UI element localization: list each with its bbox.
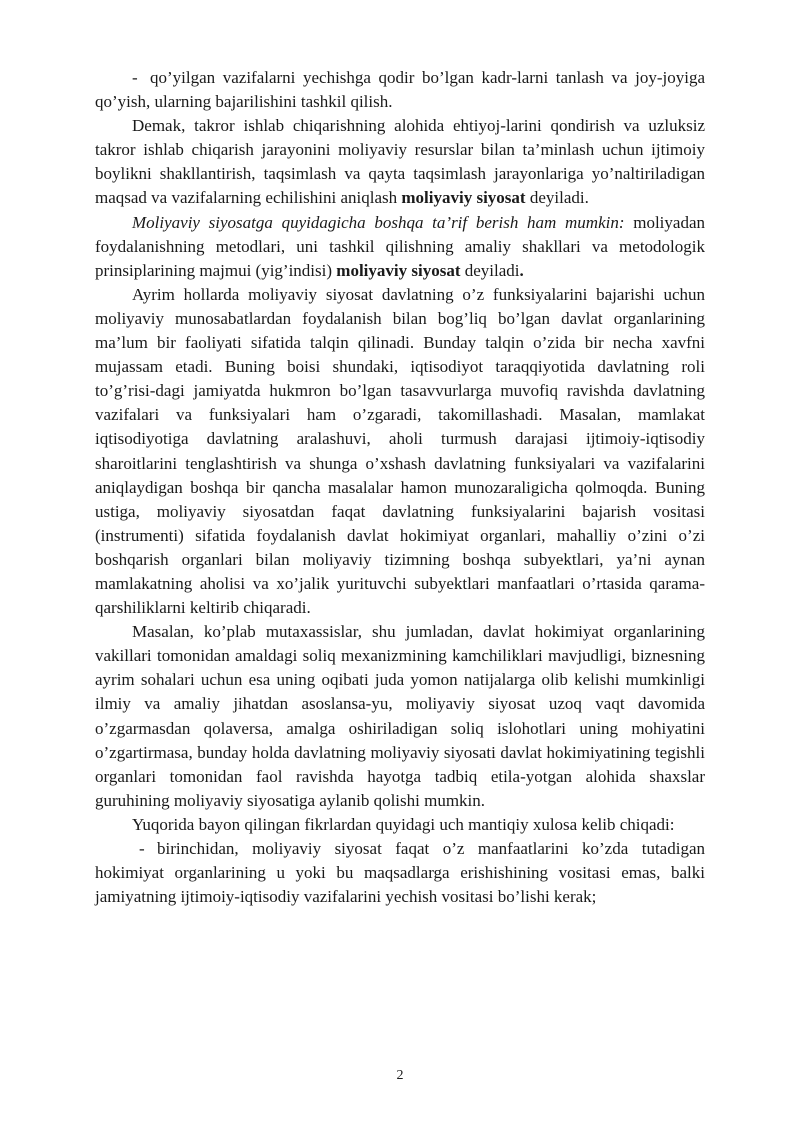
- paragraph-text: qo’yilgan vazifalarni yechishga qodir bo’lgan kadr-larni tanlash va joy-joyiga qo’yish, ularning bajarilishini tashkil qilish.: [95, 68, 705, 112]
- paragraph-text: moliyadan foydalanishning metodlari, uni tashkil qilishning amaliy shakllari va metodologik prinsiplarining majmui (yig’indisi): [95, 212, 705, 280]
- paragraph-definition-2: [95, 211, 705, 283]
- paragraph-dash-item-1: [95, 66, 705, 114]
- bold-term: moliyaviy siyosat: [336, 260, 461, 280]
- paragraph-interpretation: Ayrim hollarda moliyaviy siyosat davlatning o’z funksiyalarini bajarishi uchun moliyaviy munosabatlardan foydalanish bilan bog’liq bo’lgan davlat organlarining ma’lum bir faoliyati sifatida talqin qilinadi. Bunday talqin o’zida bir necha xavfni mujassam etadi. Buning boisi shundaki, iqtisodiyot taraqqiyotida davlatning roli to’g’risi-dagi jamiyatda hukmron bo’lgan tasavvurlarga muvofiq ravishda davlatning vazifalari va funksiyalari ham o’zgaradi, takomillashadi. Masalan, mamlakat iqtisodiyotiga davlatning aralashuvi, aholi turmush darajasi ijtimoiy-iqtisodiy sharoitlarini tenglashtirish va shunga o’xshash davlatning funksiyalari va vazifalarini aniqlaydigan boshqa bir qancha masalalar hamon munozaraligicha qolmoqda. Buning ustiga, moliyaviy siyosatdan faqat davlatning funksiyalarini bajarish vositasi (instrumenti) sifatida foydalanish davlat hokimiyat organlari, mahalliy o’zini o’zi boshqarish organlari bilan moliyaviy tizimning boshqa subyektlari, ya’ni aynan mamlakatning aholisi va xo’jalik yurituvchi subyektlari manfaatlari o’rtasida qarama-qarshiliklarni keltirib chiqaradi.: [95, 284, 705, 618]
- paragraph-text: birinchidan, moliyaviy siyosat faqat o’z manfaatlarini ko’zda tutadigan hokimiyat organlarining u yoki bu maqsadlarga erishishining vositasi emas, balki jamiyatning ijtimoiy-iqtisodiy vazifalarini yechish vositasi bo’lishi kerak;: [95, 839, 705, 907]
- page-number: 2: [396, 1068, 404, 1083]
- dash-marker: -: [139, 839, 145, 858]
- paragraph-conclusion-intro: Yuqorida bayon qilingan fikrlardan quyidagi uch mantiqiy xulosa kelib chiqadi:: [132, 814, 675, 834]
- paragraph-text: Demak, takror ishlab chiqarishning alohida ehtiyoj-larini qondirish va uzluksiz takror ishlab chiqarish jarayonini moliyaviy resurslar bilan ta’minlash uchun ijtimoiy boylikni shakllantirish, taqsimlash va qayta taqsimlash jarayonlariga yo’naltiriladigan maqsad va vazifalarning echilishini aniqlash: [95, 116, 705, 208]
- bold-term: moliyaviy siyosat: [401, 188, 526, 208]
- dash-marker: -: [132, 68, 138, 87]
- bold-period: .: [519, 260, 524, 280]
- paragraph-end: deyiladi: [464, 260, 520, 280]
- paragraph-example: Masalan, ko’plab mutaxassislar, shu jumladan, davlat hokimiyat organlarining vakillari tomonidan amaldagi soliq mexanizmining kamchiliklari mavjudligi, biznesning ayrim sohalari uchun esa uning oqibati juda yomon natijalarga olib kelishi mumkinligi ilmiy va amaliy jihatdan asoslansa-yu, moliyaviy siyosat uzoq vaqt davomida o’zgarmasdan qolaversa, amalga oshiriladigan soliq islohotlari uning mohiyatini o’zgartirmasa, bunday holda davlatning moliyaviy siyosati davlat hokimiyatining tegishli organlari tomonidan faol ravishda hayotga tadbiq etila-yotgan alohida shaxslar guruhining moliyaviy siyosatiga aylanib qolishi mumkin.: [95, 622, 705, 810]
- italic-lead: Moliyaviy siyosatga quyidagicha boshqa ta’rif berish ham mumkin:: [132, 212, 625, 232]
- paragraph-end: deyiladi.: [529, 188, 589, 208]
- paragraph-dash-item-2: [95, 837, 705, 909]
- paragraph-definition-1: [95, 114, 705, 210]
